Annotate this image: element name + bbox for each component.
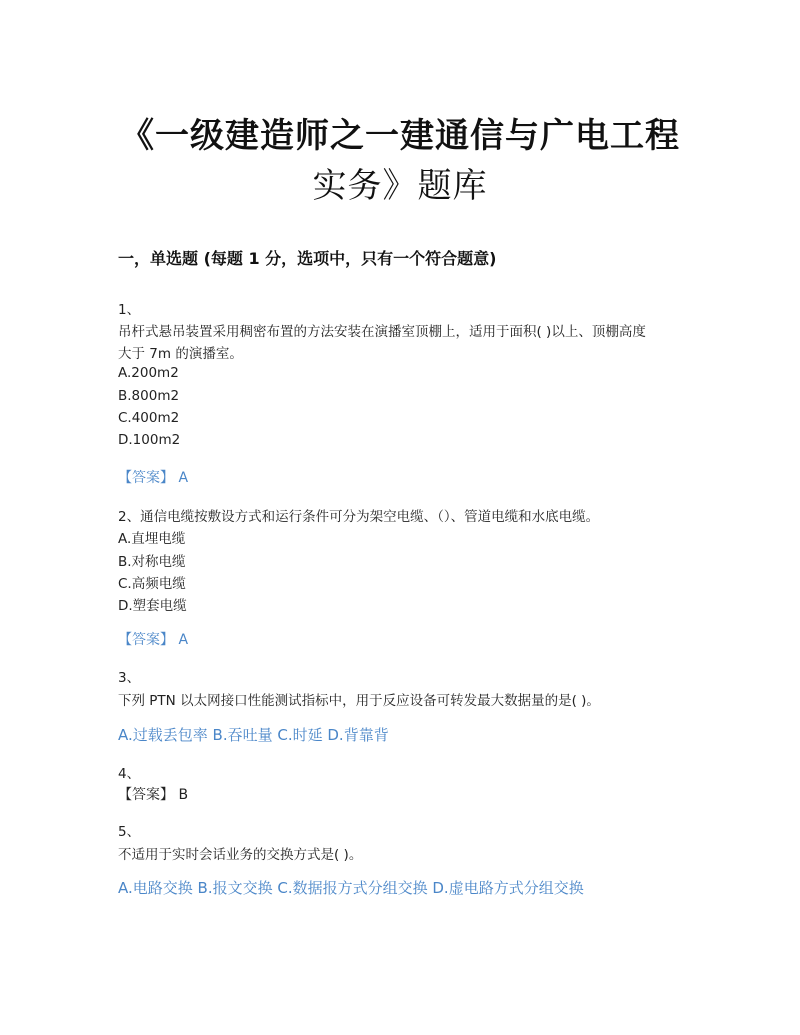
question-3-options: A.过载丢包率 B.吞吐量 C.时延 D.背靠背 [118,726,389,744]
question-2-option-c: C.高频电缆 [118,576,186,592]
question-2-answer: 【答案】 A [118,632,189,648]
question-1-text-line1: 吊杆式悬吊装置采用稠密布置的方法安装在演播室顶棚上，适用于面积( )以上、顶棚高度 [118,324,646,340]
question-1-option-c: C.400m2 [118,410,180,426]
question-1-number: 1、 [118,302,141,318]
question-1-option-d: D.100m2 [118,432,181,448]
question-1-text-line2: 大于 7m 的演播室。 [118,346,243,362]
section-heading: 一，单选题 (每题 1 分，选项中，只有一个符合题意) [118,249,497,268]
question-2-text: 2、通信电缆按敷设方式和运行条件可分为架空电缆、（）、管道电缆和水底电缆。 [118,509,600,525]
document-title-line2: 实务》题库 [312,166,488,206]
question-4-number: 4、 [118,766,141,782]
question-1-option-a: A.200m2 [118,365,179,381]
question-2-option-d: D.塑套电缆 [118,598,187,614]
question-1-answer: 【答案】 A [118,470,189,486]
question-5-options: A.电路交换 B.报文交换 C.数据报方式分组交换 D.虚电路方式分组交换 [118,879,584,897]
question-1-option-b: B.800m2 [118,388,180,404]
question-2-option-b: B.对称电缆 [118,554,186,570]
document-title-line1: 《一级建造师之一建通信与广电工程 [120,116,680,156]
question-3-number: 3、 [118,670,141,686]
question-3-text: 下列 PTN 以太网接口性能测试指标中，用于反应设备可转发最大数据量的是( )。 [118,693,600,709]
question-4-answer: 【答案】 B [118,787,189,803]
question-2-option-a: A.直埋电缆 [118,531,186,547]
question-5-text: 不适用于实时会话业务的交换方式是( )。 [118,847,363,863]
question-5-number: 5、 [118,824,141,840]
